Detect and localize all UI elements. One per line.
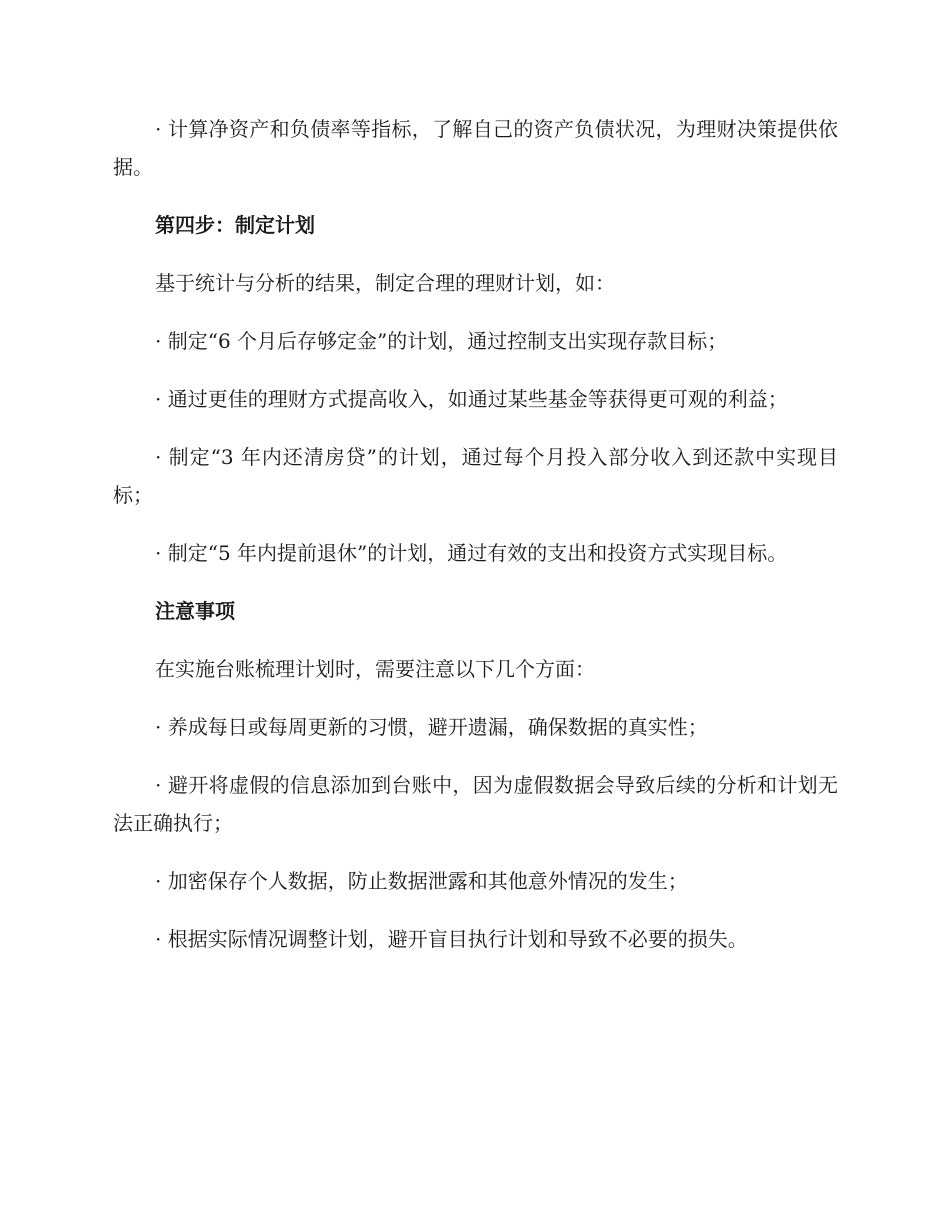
document-body [113,110,838,978]
paragraph-net-assets: · 计算净资产和负债率等指标，了解自己的资产负债状况，为理财决策提供依据。 [113,117,838,179]
list-item-adjust-plan: · 根据实际情况调整计划，避开盲目执行计划和导致不必要的损失。 [155,927,748,951]
paragraph-plan-intro: 基于统计与分析的结果，制定合理的理财计划，如： [155,271,615,295]
section-heading-step-four: 第四步：制定计划 [155,213,315,237]
list-item-mortgage-plan: · 制定“3 年内还清房贷”的计划，通过每个月投入部分收入到还款中实现目标； [113,445,838,507]
list-item-no-false-info: · 避开将虚假的信息添加到台账中，因为虚假数据会导致后续的分析和计划无法正确执行； [113,773,838,835]
list-item-update-habit: · 养成每日或每周更新的习惯，避开遗漏，确保数据的真实性； [155,715,708,739]
section-heading-notes: 注意事项 [155,599,235,623]
list-item-income-plan: · 通过更佳的理财方式提高收入，如通过某些基金等获得更可观的利益； [155,387,788,411]
list-item-retirement-plan: · 制定“5 年内提前退休”的计划，通过有效的支出和投资方式实现目标。 [155,541,788,565]
list-item-encrypt-data: · 加密保存个人数据，防止数据泄露和其他意外情况的发生； [155,869,688,893]
paragraph-notes-intro: 在实施台账梳理计划时，需要注意以下几个方面： [155,657,595,681]
list-item-deposit-plan: · 制定“6 个月后存够定金”的计划，通过控制支出实现存款目标； [155,329,728,353]
